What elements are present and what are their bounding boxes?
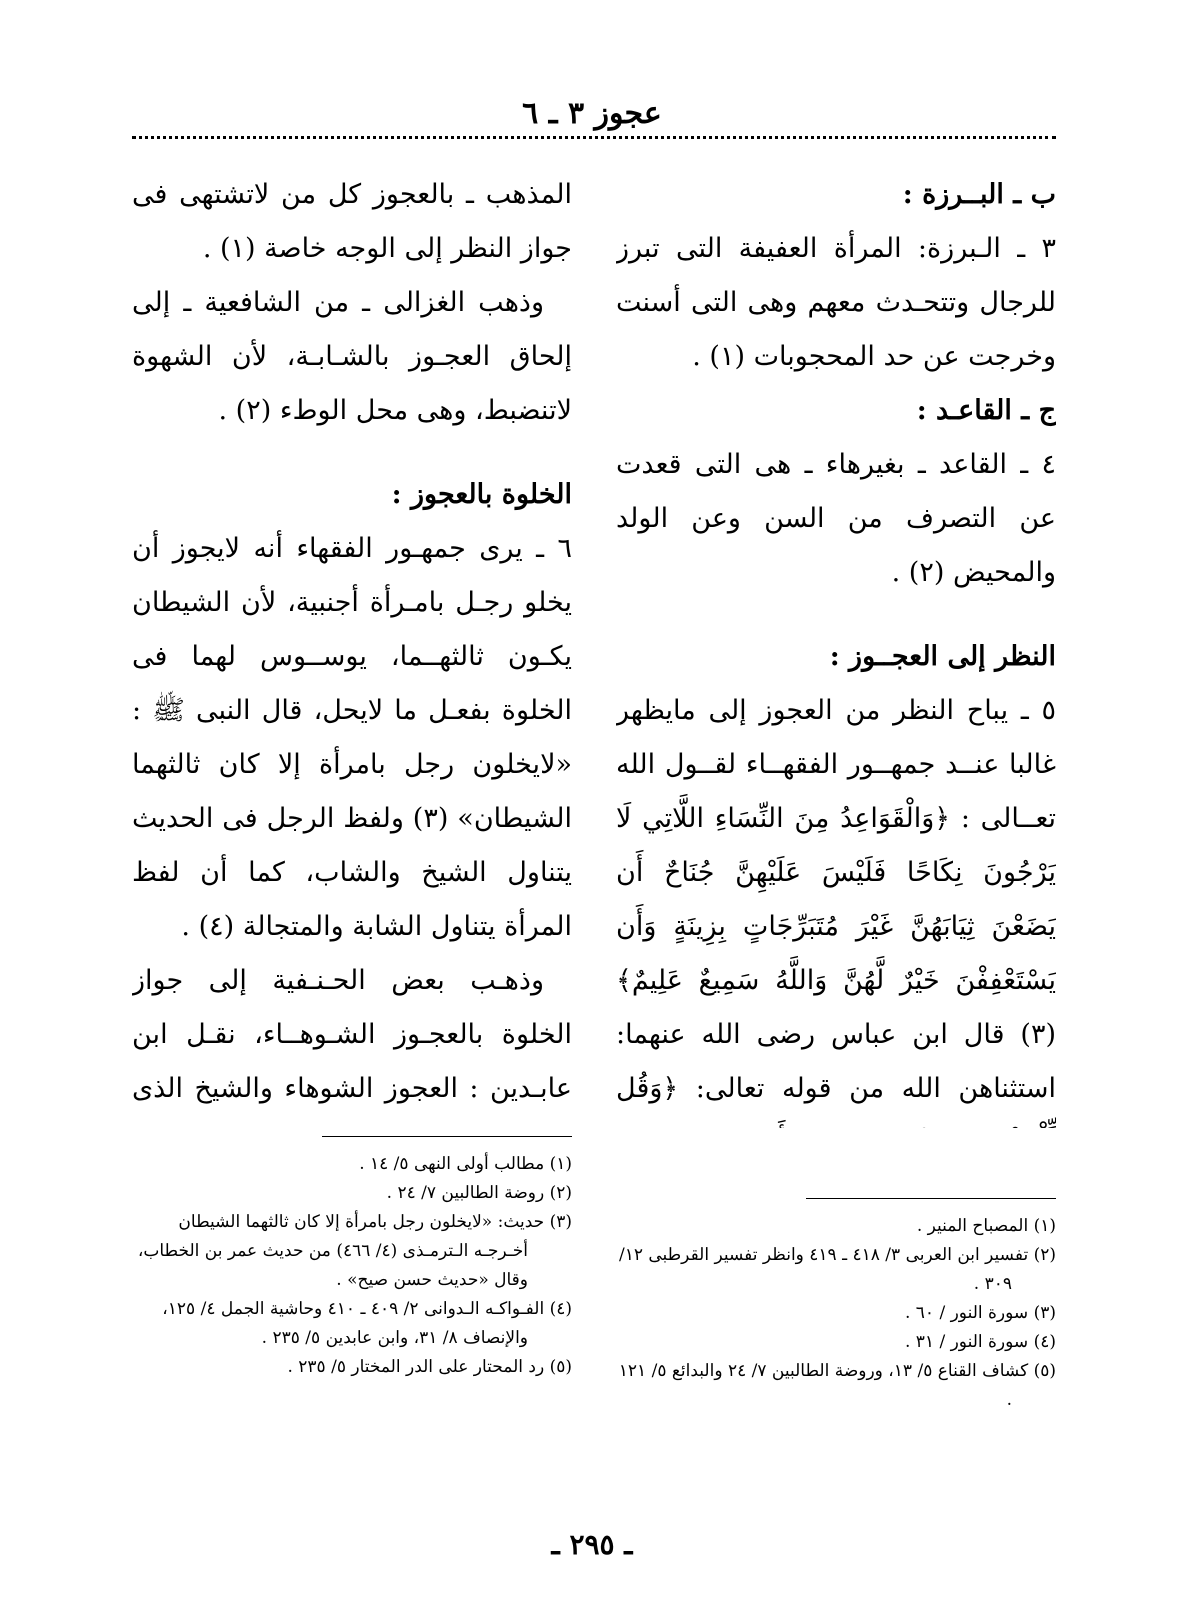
footnote-item: (٤) الفـواكـه الـدوانى ٢/ ٤٠٩ ـ ٤١٠ وحاشية الجمل ٤/ ١٢٥، والإنصاف ٨/ ٣١، وابن عابدين ٥/ ٢٣٥ . (162, 1299, 572, 1348)
footnote-item: (٢) روضة الطالبين ٧/ ٢٤ . (386, 1183, 572, 1203)
footnote-rule-right (806, 1198, 1056, 1199)
footnotes-left (132, 1150, 572, 1382)
footnote-item: (١) مطالب أولى النهى ٥/ ١٤ . (359, 1154, 572, 1174)
footnote-item: (٥) رد المحتار على الدر المختار ٥/ ٢٣٥ . (287, 1357, 572, 1377)
footnote-item: (٣) سورة النور / ٦٠ . (904, 1303, 1056, 1323)
spacer (132, 438, 572, 468)
paragraph-hanafi: وذهـب بعض الحـنـفية إلى جواز الخلوة بالعجـوز الشـوهــاء، نقـل ابن عابـدين : العجوز الشوهاء والشيخ الذى (132, 965, 572, 1104)
footnote-item: (٥) كشاف القناع ٥/ ١٣، وروضة الطالبين ٧/ ٢٤ والبدائع ٥/ ١٢١ . (618, 1361, 1056, 1410)
footnote-rule-left (322, 1136, 572, 1137)
paragraph-4: ٤ ـ القاعد ـ بغيرهاء ـ هى التى قعدت عن التصرف من السن وعن الولد والمحيض (٢) . (616, 449, 1056, 588)
spacer (616, 600, 1056, 630)
heading-khalwa: الخلوة بالعجوز : (391, 479, 572, 510)
heading-barza: ب ـ البــرزة : (902, 179, 1056, 210)
paragraph-3: ٣ ـ الـبرزة: المرأة العفيفة التى تبرز للرجال وتتحـدث معهم وهى التى أسنت وخرجت عن حد المحجوبات (١) . (616, 233, 1056, 372)
paragraph-ghazali: وذهب الغزالى ـ من الشافعية ـ إلى إلحاق العجـوز بالشـابـة، لأن الشهوة لاتنضبط، وهى محل الوطء (٢) . (132, 287, 572, 426)
paragraph-5 (616, 684, 1056, 1128)
paragraph-6: ٦ ـ يرى جمهـور الفقهاء أنه لايجوز أن يخلو رجـل بامـرأة أجنبية، لأن الشيطان يكـون ثالثهــما، يوســوس لهما فى الخلوة بفعـل ما لايحل، قال النبى ﷺ : «لايخلون رجل بامرأة إلا كان ثالثهما الشيطان» (٣) ولفظ الرجل فى الحديث يتناول الشيخ والشاب، كما أن لفظ المرأة يتناول الشابة والمتجالة (٤) . (132, 533, 572, 942)
footnote-item: (٣) حديث: «لايخلون رجل بامرأة إلا كان ثالثهما الشيطان أخـرجـه الـترمـذى (٤/ ٤٦٦) من حديث عمر بن الخطاب، وقال «حديث حسن صيح» . (137, 1212, 572, 1290)
footnote-item: (١) المصباح المنير . (916, 1216, 1056, 1236)
heading-qaid: ج ـ القاعـد : (916, 395, 1056, 426)
heading-nazar: النظر إلى العجــوز : (829, 641, 1056, 672)
quran-verse-1: ﴿وَالْقَوَاعِدُ مِنَ النِّسَاءِ اللَّاتِي لَا يَرْجُونَ نِكَاحًا فَلَيْسَ عَلَيْهِنَّ جُنَاحٌ أَن يَضَعْنَ ثِيَابَهُنَّ غَيْرَ مُتَبَرِّجَاتٍ بِزِينَةٍ وَأَن يَسْتَعْفِفْنَ خَيْرٌ لَّهُنَّ وَاللَّهُ سَمِيعٌ عَلِيمٌ﴾ (616, 803, 1056, 996)
page-header-title: عجوز ٣ ـ ٦ (522, 96, 662, 131)
right-column (616, 168, 1056, 1128)
paragraph-5-mid: (٣) قال ابن عباس رضى الله عنهما: استثناهن الله من قوله تعالى: (616, 1019, 1056, 1104)
header-dotted-rule (132, 136, 1056, 139)
page-number: ـ ٢٩٥ ـ (551, 1528, 633, 1561)
footnote-item: (٤) سورة النور / ٣١ . (904, 1332, 1056, 1352)
paragraph-5-intro: ٥ ـ يباح النظر من العجوز إلى مايظهر غالبا عنــد جمهــور الفقهــاء لقــول الله تعــالى : (616, 695, 1056, 834)
quran-verse-2: ﴿وَقُل (616, 1073, 679, 1104)
paragraph-madhhab: المذهب ـ بالعجوز كل من لاتشتهى فى جواز النظر إلى الوجه خاصة (١) . (132, 179, 572, 264)
footnotes-right (616, 1212, 1056, 1415)
footnote-item: (٢) تفسير ابن العربى ٣/ ٤١٨ ـ ٤١٩ وانظر تفسير القرطبى ١٢/ ٣٠٩ . (618, 1245, 1056, 1294)
left-column (132, 168, 572, 1128)
